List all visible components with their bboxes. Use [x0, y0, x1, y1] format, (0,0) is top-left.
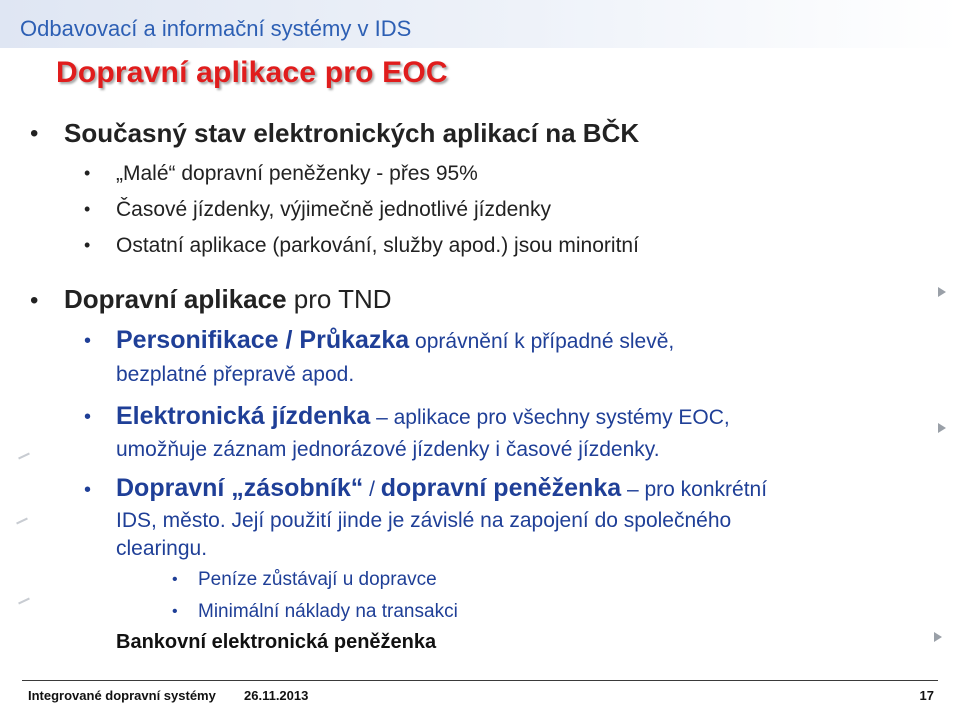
decor-dash [16, 518, 28, 525]
sub-bullet-wallets: „Malé“ dopravní peněženky - přes 95% [116, 162, 478, 185]
decor-dash [18, 453, 30, 460]
sub-bullet-other-apps: Ostatní aplikace (parkování, služby apod.) jsou minoritní [116, 234, 639, 257]
decor-arrow-icon [938, 287, 946, 297]
item-title: Elektronická jízdenka [116, 402, 371, 430]
bullet-transport-apps [64, 284, 392, 315]
decor-arrow-icon [934, 632, 942, 642]
footer-date: 26.11.2013 [244, 688, 309, 703]
item-title: Dopravní „zásobník“ [116, 474, 364, 502]
bullet-text: pro TND [286, 284, 392, 314]
item-e-ticket [116, 402, 730, 431]
sub-item-money-stays: Peníze zůstávají u dopravce [198, 569, 437, 590]
bullet-dot: • [84, 235, 91, 255]
sub-item-minimal-costs: Minimální náklady na transakci [198, 601, 458, 622]
item-personification [116, 326, 674, 355]
page-number: 17 [919, 688, 934, 703]
bullet-dot: • [30, 287, 39, 314]
item-transport-wallet-line2: IDS, město. Její použití jinde je závislé na zapojení do společného [116, 509, 732, 532]
bullet-dot: • [30, 120, 39, 147]
footer-course: Integrované dopravní systémy [28, 688, 216, 703]
bullet-text: Současný stav elektronických aplikací na BČK [64, 118, 640, 148]
item-title: Personifikace / Průkazka [116, 326, 410, 354]
item-title-2: dopravní peněženka [380, 474, 622, 502]
bullet-dot: • [172, 603, 178, 620]
bullet-dot: • [84, 163, 91, 183]
slide-title: Dopravní aplikace pro EOC [56, 56, 448, 89]
item-text: oprávnění k případné slevě, [409, 330, 675, 353]
item-transport-wallet-line3: clearingu. [116, 537, 208, 560]
item-separator: / [363, 478, 381, 501]
decor-dash [18, 598, 30, 605]
bullet-dot: • [84, 406, 92, 428]
bullet-text-bold: Dopravní aplikace [64, 284, 287, 314]
footer-divider [22, 680, 938, 681]
item-text: – aplikace pro všechny systémy EOC, [370, 406, 730, 429]
item-e-ticket-line2: umožňuje záznam jednorázové jízdenky i časové jízdenky. [116, 438, 660, 461]
bullet-dot: • [84, 199, 91, 219]
bullet-current-state [64, 118, 639, 149]
bullet-dot: • [84, 479, 92, 501]
item-text: – pro konkrétní [621, 478, 768, 501]
bullet-dot: • [172, 571, 178, 588]
footer [0, 680, 960, 706]
sub-bullet-time-tickets: Časové jízdenky, výjimečně jednotlivé jízdenky [116, 198, 551, 221]
bullet-dot: • [84, 330, 92, 352]
header-title: Odbavovací a informační systémy v IDS [20, 16, 412, 41]
decor-arrow-icon [938, 423, 946, 433]
item-personification-line2: bezplatné přepravě apod. [116, 363, 355, 386]
item-transport-wallet [116, 474, 767, 503]
bank-wallet-label: Bankovní elektronická peněženka [116, 631, 437, 653]
